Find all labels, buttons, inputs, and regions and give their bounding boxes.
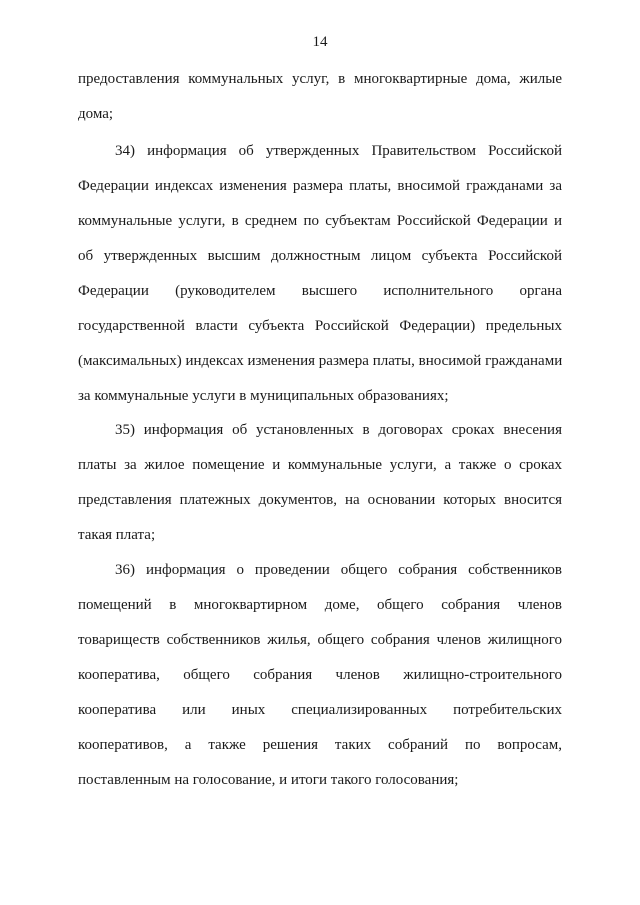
text-line: 34) информация об утвержденных Правительством Российской: [115, 143, 562, 159]
text-line: такая плата;: [78, 527, 156, 543]
text-line: 35) информация об установленных в договорах сроках внесения: [115, 422, 562, 438]
text-line: кооператива или иных специализированных потребительских: [78, 702, 562, 718]
text-line: кооператива, общего собрания членов жилищно-строительного: [78, 667, 562, 683]
text-line: (максимальных) индексах изменения размера платы, вносимой гражданами: [78, 353, 563, 369]
text-line: об утвержденных высшим должностным лицом субъекта Российской: [78, 248, 562, 264]
text-line: поставленным на голосование, и итоги такого голосования;: [78, 772, 459, 788]
text-line: Федерации (руководителем высшего исполнительного органа: [78, 283, 562, 299]
text-line: за коммунальные услуги в муниципальных образованиях;: [78, 388, 449, 404]
text-line: кооперативов, а также решения таких собраний по вопросам,: [78, 737, 562, 753]
text-line: товариществ собственников жилья, общего собрания членов жилищного: [78, 632, 562, 648]
text-line: помещений в многоквартирном доме, общего собрания членов: [78, 597, 562, 613]
text-line: государственной власти субъекта Российской Федерации) предельных: [78, 318, 562, 334]
text-line: предоставления коммунальных услуг, в многоквартирные дома, жилые: [78, 71, 562, 87]
text-line: 36) информация о проведении общего собрания собственников: [115, 562, 562, 578]
page-number: 14: [312, 34, 328, 50]
text-line: платы за жилое помещение и коммунальные услуги, а также о сроках: [78, 457, 562, 473]
text-line: Федерации индексах изменения размера платы, вносимой гражданами за: [78, 178, 562, 194]
text-line: представления платежных документов, на основании которых вносится: [78, 492, 562, 508]
text-line: коммунальные услуги, в среднем по субъектам Российской Федерации и: [78, 213, 562, 229]
text-line: дома;: [78, 106, 114, 122]
